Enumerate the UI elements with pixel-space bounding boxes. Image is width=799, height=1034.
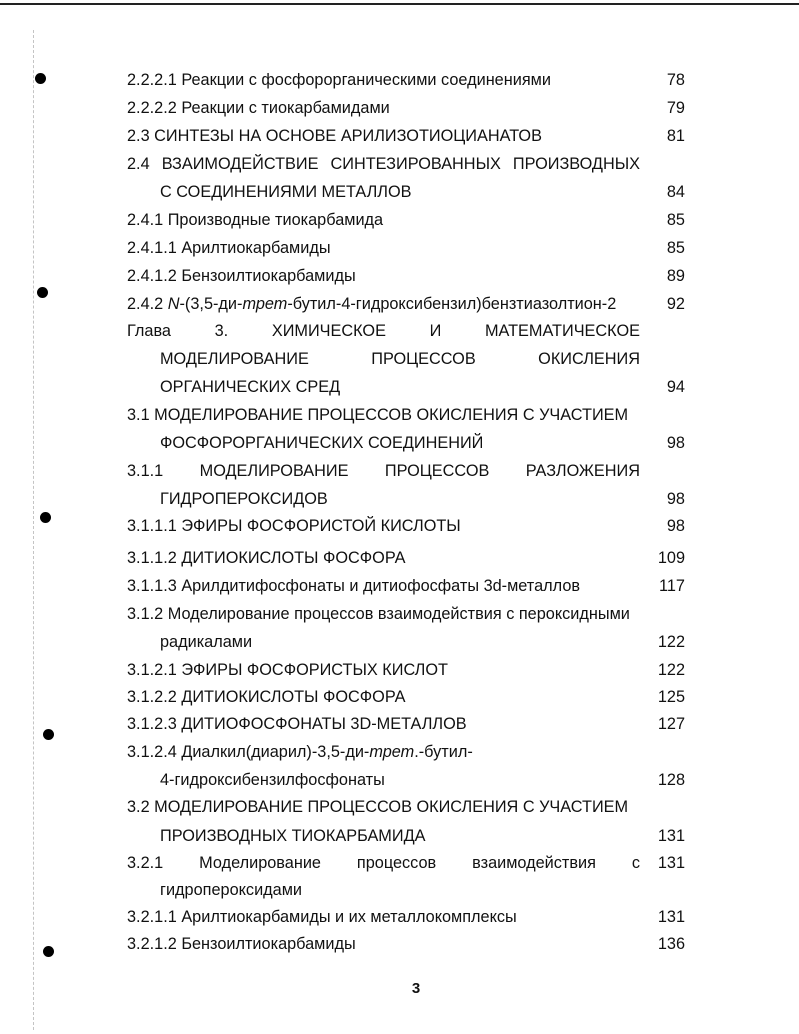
toc-page-number: 85 — [666, 239, 685, 257]
toc-entry-2-4-continued: С СОЕДИНЕНИЯМИ МЕТАЛЛОВ — [160, 183, 412, 201]
toc-page-number: 81 — [666, 127, 685, 145]
toc-page-number: 92 — [666, 295, 685, 313]
entry-text: -бутил-4-гидроксибензил)бензтиазолтион-2 — [287, 295, 617, 313]
toc-entry-3-2-1: 3.2.1 Моделирование процессов взаимодействия с — [127, 854, 640, 872]
toc-page-number: 131 — [657, 827, 685, 845]
italic-tret: трет — [242, 295, 288, 313]
toc-entry-3-2: 3.2 МОДЕЛИРОВАНИЕ ПРОЦЕССОВ ОКИСЛЕНИЯ С УЧАСТИЕМ — [127, 798, 629, 816]
toc-entry-3-1-2-3: 3.1.2.3 ДИТИОФОСФОНАТЫ 3D-МЕТАЛЛОВ — [127, 715, 467, 733]
toc-entry-3-1-2-4-continued: 4-гидроксибензилфосфонаты — [160, 771, 385, 789]
toc-page-number: 85 — [666, 211, 685, 229]
toc-page-number: 131 — [657, 854, 685, 872]
toc-entry-chapter-3-continued: ОРГАНИЧЕСКИХ СРЕД — [160, 378, 341, 396]
toc-entry-2-2-2-2: 2.2.2.2 Реакции с тиокарбамидами — [127, 99, 390, 117]
italic-tret: трет — [369, 743, 415, 761]
toc-entry-3-1-1-continued: ГИДРОПЕРОКСИДОВ — [160, 490, 328, 508]
entry-text: 3.1.2.4 Диалкил(диарил)-3,5-ди- — [127, 743, 370, 761]
toc-page-number: 89 — [666, 267, 685, 285]
toc-page-number: 94 — [666, 378, 685, 396]
toc-entry-chapter-3: Глава 3. ХИМИЧЕСКОЕ И МАТЕМАТИЧЕСКОЕ — [127, 322, 640, 340]
toc-page-number: 98 — [666, 434, 685, 452]
toc-entry-2-4-1-1: 2.4.1.1 Арилтиокарбамиды — [127, 239, 331, 257]
toc-page-number: 128 — [657, 771, 685, 789]
toc-page-number: 78 — [666, 71, 685, 89]
toc-entry-2-4-1: 2.4.1 Производные тиокарбамида — [127, 211, 384, 229]
toc-entry-3-1: 3.1 МОДЕЛИРОВАНИЕ ПРОЦЕССОВ ОКИСЛЕНИЯ С УЧАСТИЕМ — [127, 406, 629, 424]
toc-entry-3-2-1-1: 3.2.1.1 Арилтиокарбамиды и их металлокомплексы — [127, 908, 517, 926]
toc-entry-2-4-1-2: 2.4.1.2 Бензоилтиокарбамиды — [127, 267, 356, 285]
toc-entry-3-1-2-continued: радикалами — [160, 633, 253, 651]
toc-entry-2-2-2-1: 2.2.2.1 Реакции с фосфорорганическими соединениями — [127, 71, 551, 89]
toc-page-number: 122 — [657, 633, 685, 651]
toc-entry-3-1-2-2: 3.1.2.2 ДИТИОКИСЛОТЫ ФОСФОРА — [127, 688, 406, 706]
toc-entry-2-4-2 — [127, 294, 640, 314]
toc-page-number: 79 — [666, 99, 685, 117]
page-number-footer: 3 — [411, 980, 421, 997]
entry-text: .-бутил- — [414, 743, 473, 761]
toc-entry-chapter-3-continued: МОДЕЛИРОВАНИЕ ПРОЦЕССОВ ОКИСЛЕНИЯ — [160, 350, 640, 368]
toc-entry-3-1-1-3: 3.1.1.3 Арилдитифосфонаты и дитиофосфаты 3d-металлов — [127, 577, 581, 595]
toc-entry-3-1-1: 3.1.1 МОДЕЛИРОВАНИЕ ПРОЦЕССОВ РАЗЛОЖЕНИЯ — [127, 462, 640, 480]
toc-entry-3-2-1-continued: гидропероксидами — [160, 881, 303, 899]
toc-entry-2-4: 2.4 ВЗАИМОДЕЙСТВИЕ СИНТЕЗИРОВАННЫХ ПРОИЗВОДНЫХ — [127, 155, 640, 173]
toc-entry-2-3: 2.3 СИНТЕЗЫ НА ОСНОВЕ АРИЛИЗОТИОЦИАНАТОВ — [127, 127, 542, 145]
entry-text: 2.4.2 — [127, 295, 168, 313]
toc-page-number: 125 — [657, 688, 685, 706]
toc-entry-3-1-1-2: 3.1.1.2 ДИТИОКИСЛОТЫ ФОСФОРА — [127, 549, 406, 567]
toc-entry-3-1-2-4 — [127, 742, 640, 762]
toc-page-number: 131 — [657, 908, 685, 926]
toc-entry-3-1-2-1: 3.1.2.1 ЭФИРЫ ФОСФОРИСТЫХ КИСЛОТ — [127, 661, 448, 679]
toc-entry-3-1-continued: ФОСФОРОРГАНИЧЕСКИХ СОЕДИНЕНИЙ — [160, 434, 484, 452]
toc-page-number: 98 — [666, 490, 685, 508]
toc-entry-3-2-continued: ПРОИЗВОДНЫХ ТИОКАРБАМИДА — [160, 827, 426, 845]
toc-page-number: 127 — [657, 715, 685, 733]
toc-entry-3-1-2: 3.1.2 Моделирование процессов взаимодействия с пероксидными — [127, 605, 630, 623]
toc-page-number: 136 — [657, 935, 685, 953]
toc-entry-3-1-1-1: 3.1.1.1 ЭФИРЫ ФОСФОРИСТОЙ КИСЛОТЫ — [127, 517, 461, 535]
italic-n: N — [167, 295, 180, 313]
toc-page-number: 109 — [657, 549, 685, 567]
toc-page-number: 122 — [657, 661, 685, 679]
toc-entry-3-2-1-2: 3.2.1.2 Бензоилтиокарбамиды — [127, 935, 356, 953]
entry-text: -(3,5-ди- — [179, 295, 243, 313]
toc-page-number: 117 — [659, 577, 685, 595]
toc-page-number: 98 — [666, 517, 685, 535]
toc-page-number: 84 — [666, 183, 685, 201]
